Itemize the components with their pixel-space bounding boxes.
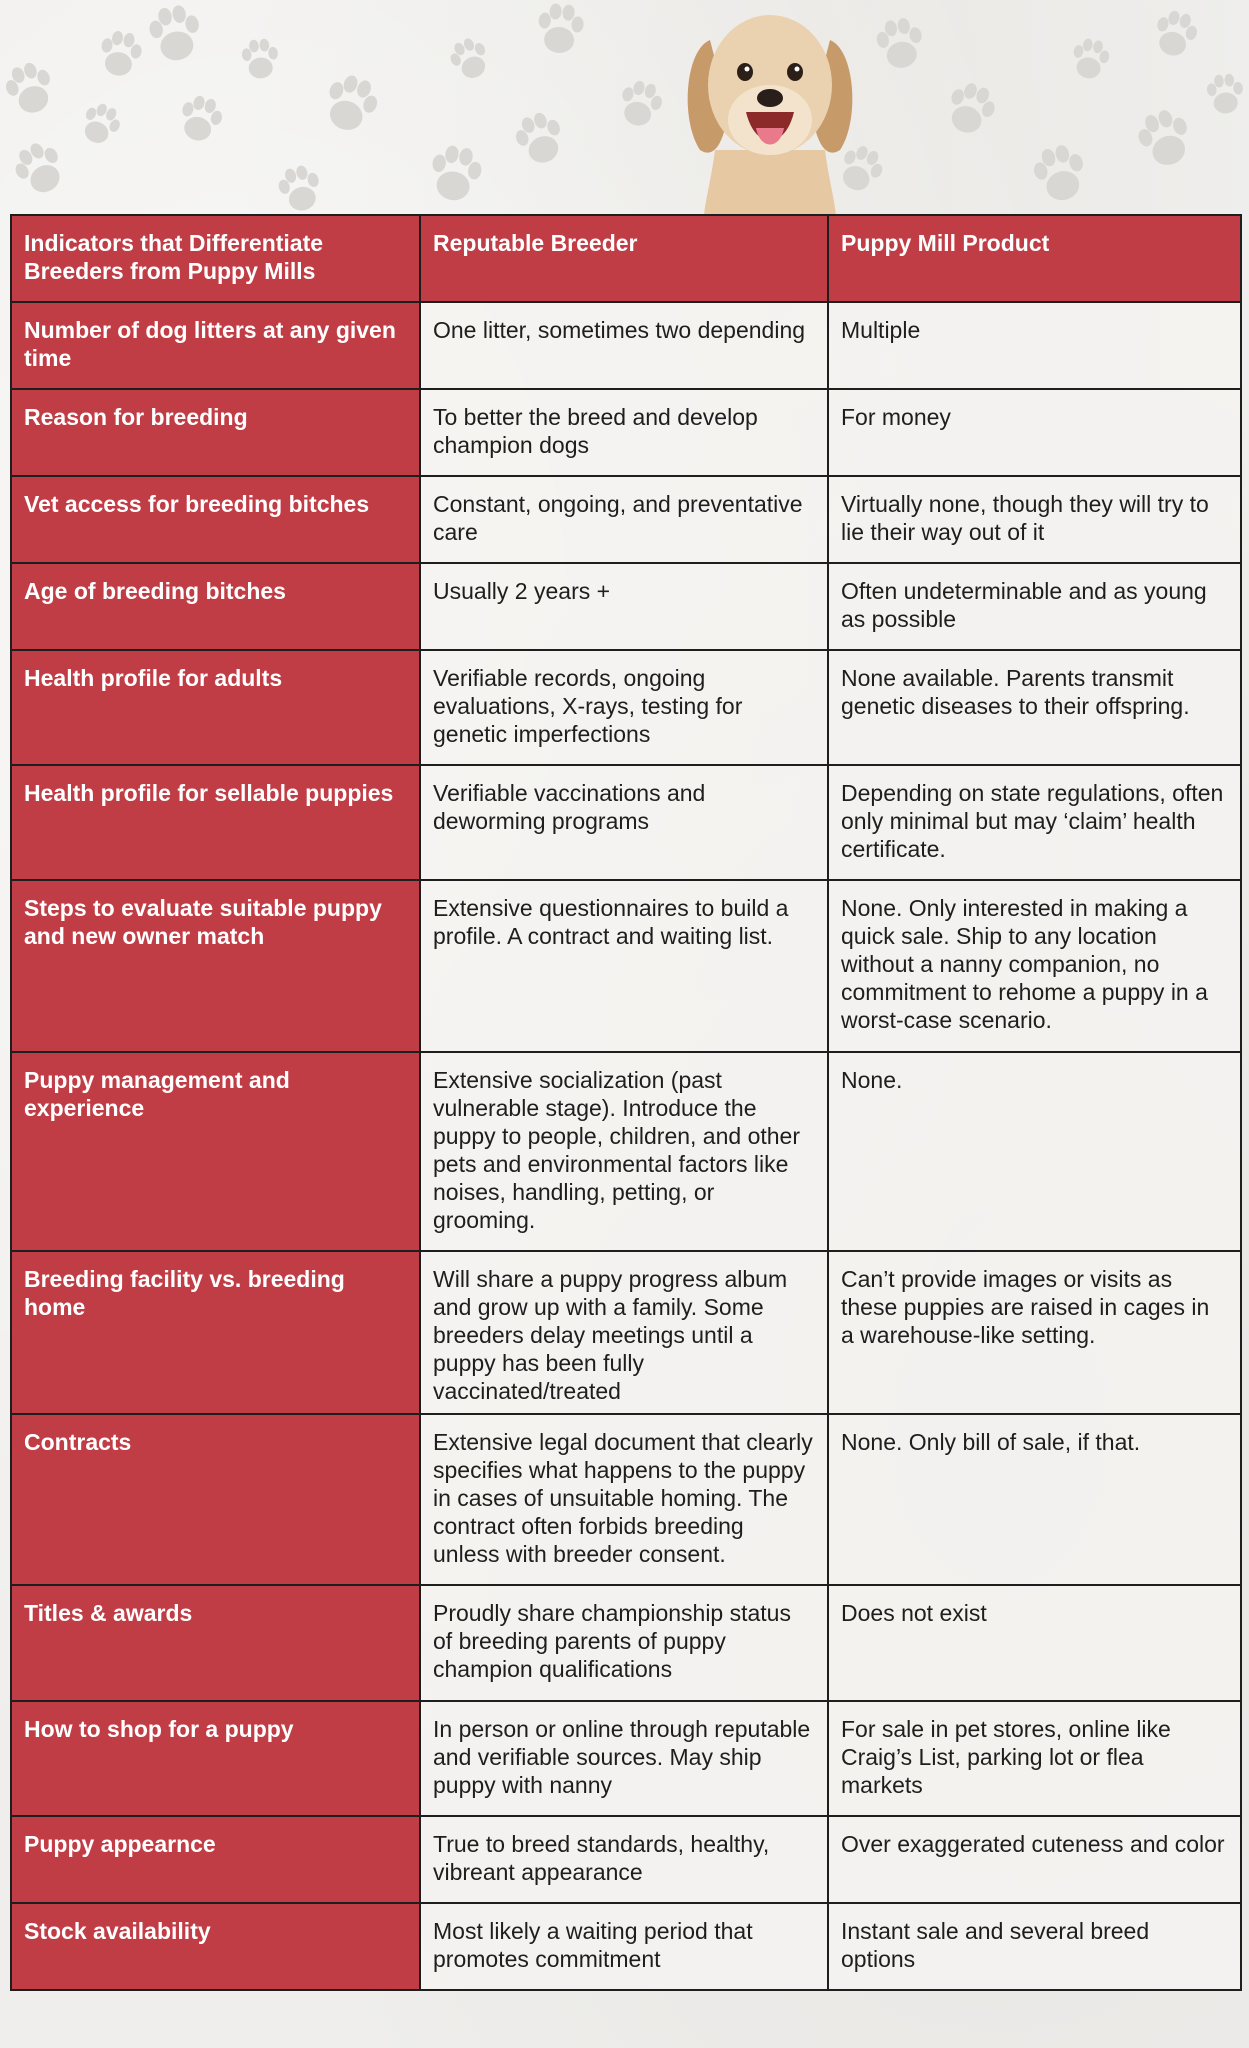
indicator-cell: Health profile for sellable puppies (11, 765, 420, 880)
puppy-illustration (680, 0, 860, 250)
table-row (11, 389, 1241, 476)
indicator-cell: Titles & awards (11, 1585, 420, 1701)
indicator-cell: Reason for breeding (11, 389, 420, 476)
table-row (11, 765, 1241, 880)
paw-print-pattern (0, 0, 1249, 220)
table-row (11, 1903, 1241, 1990)
indicator-cell: Breeding facility vs. breeding home (11, 1251, 420, 1414)
reputable-cell: One litter, sometimes two depending (420, 302, 828, 389)
reputable-cell: To better the breed and develop champion dogs (420, 389, 828, 476)
reputable-cell: Extensive questionnaires to build a profile. A contract and waiting list. (420, 880, 828, 1052)
mill-column-header: Puppy Mill Product (828, 215, 1241, 302)
indicator-cell: Steps to evaluate suitable puppy and new owner match (11, 880, 420, 1052)
indicator-cell: Contracts (11, 1414, 420, 1585)
indicator-cell: Puppy management and experience (11, 1052, 420, 1251)
reputable-cell: Extensive socialization (past vulnerable stage). Introduce the puppy to people, children, and other pets and environmental factors like noises, handling, petting, or grooming. (420, 1052, 828, 1251)
mill-cell: Can’t provide images or visits as these puppies are raised in cages in a warehouse-like setting. (828, 1251, 1241, 1414)
table-row (11, 1251, 1241, 1414)
table-row (11, 563, 1241, 650)
reputable-cell: True to breed standards, healthy, vibreant appearance (420, 1816, 828, 1903)
indicator-cell: Stock availability (11, 1903, 420, 1990)
table-row (11, 1816, 1241, 1903)
indicator-cell: Age of breeding bitches (11, 563, 420, 650)
table-row (11, 650, 1241, 765)
table-row (11, 1585, 1241, 1701)
reputable-cell: Verifiable records, ongoing evaluations, X-rays, testing for genetic imperfections (420, 650, 828, 765)
reputable-cell: Will share a puppy progress album and grow up with a family. Some breeders delay meetings until a puppy has been fully vaccinated/treated (420, 1251, 828, 1414)
reputable-cell: Proudly share championship status of breeding parents of puppy champion qualifications (420, 1585, 828, 1701)
table-row (11, 302, 1241, 389)
mill-cell: Virtually none, though they will try to lie their way out of it (828, 476, 1241, 563)
mill-cell: Multiple (828, 302, 1241, 389)
indicator-column-header: Indicators that Differentiate Breeders from Puppy Mills (11, 215, 420, 302)
mill-cell: Over exaggerated cuteness and color (828, 1816, 1241, 1903)
indicator-cell: Puppy appearnce (11, 1816, 420, 1903)
mill-cell: For money (828, 389, 1241, 476)
reputable-cell: Constant, ongoing, and preventative care (420, 476, 828, 563)
mill-cell: None. Only interested in making a quick sale. Ship to any location without a nanny companion, no commitment to rehome a puppy in a worst-case scenario. (828, 880, 1241, 1052)
header-row (11, 215, 1241, 302)
comparison-table (10, 214, 1242, 1991)
mill-cell: None. (828, 1052, 1241, 1251)
reputable-column-header: Reputable Breeder (420, 215, 828, 302)
mill-cell: Does not exist (828, 1585, 1241, 1701)
mill-cell: None. Only bill of sale, if that. (828, 1414, 1241, 1585)
reputable-cell: Verifiable vaccinations and deworming programs (420, 765, 828, 880)
table-row (11, 476, 1241, 563)
mill-cell: For sale in pet stores, online like Craig’s List, parking lot or flea markets (828, 1701, 1241, 1816)
table-row (11, 1701, 1241, 1816)
reputable-cell: Most likely a waiting period that promotes commitment (420, 1903, 828, 1990)
table-row (11, 880, 1241, 1052)
indicator-cell: Vet access for breeding bitches (11, 476, 420, 563)
mill-cell: None available. Parents transmit genetic diseases to their offspring. (828, 650, 1241, 765)
mill-cell: Instant sale and several breed options (828, 1903, 1241, 1990)
indicator-cell: Health profile for adults (11, 650, 420, 765)
mill-cell: Often undeterminable and as young as possible (828, 563, 1241, 650)
mill-cell: Depending on state regulations, often only minimal but may ‘claim’ health certificate. (828, 765, 1241, 880)
indicator-cell: Number of dog litters at any given time (11, 302, 420, 389)
reputable-cell: Extensive legal document that clearly specifies what happens to the puppy in cases of unsuitable homing. The contract often forbids breeding unless with breeder consent. (420, 1414, 828, 1585)
table-row (11, 1414, 1241, 1585)
reputable-cell: Usually 2 years + (420, 563, 828, 650)
indicator-cell: How to shop for a puppy (11, 1701, 420, 1816)
reputable-cell: In person or online through reputable and verifiable sources. May ship puppy with nanny (420, 1701, 828, 1816)
table-row (11, 1052, 1241, 1251)
